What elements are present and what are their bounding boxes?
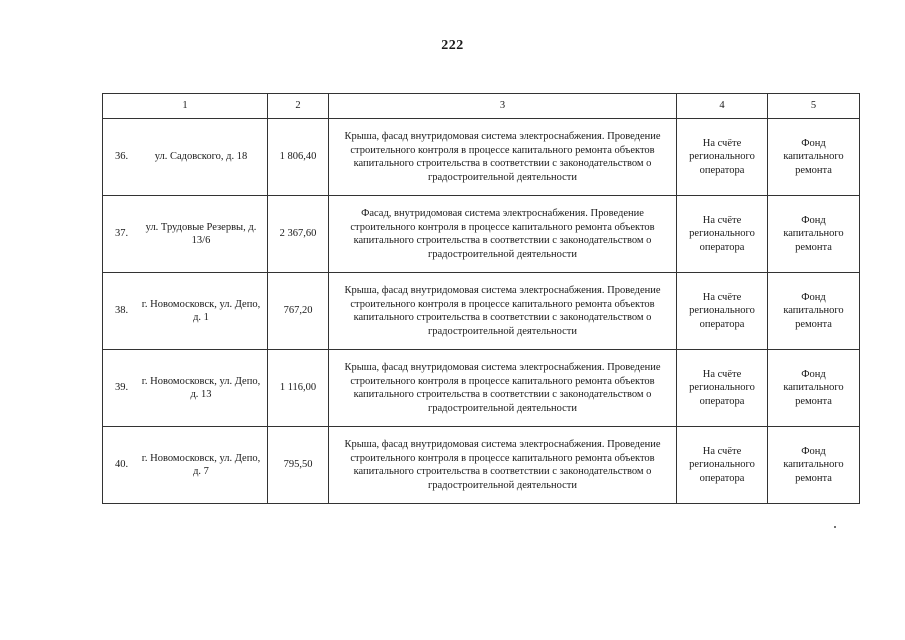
table-row — [103, 427, 860, 504]
scan-speck — [834, 526, 836, 528]
row-number: 36. — [115, 151, 129, 163]
address-cell — [103, 350, 268, 427]
table-row — [103, 119, 860, 196]
header-cell-4: 4 — [677, 94, 768, 119]
header-cell-5: 5 — [768, 94, 860, 119]
fund-cell: Фонд капитального ремонта — [768, 196, 860, 273]
header-cell-1: 1 — [103, 94, 268, 119]
row-number: 40. — [115, 459, 129, 471]
works-cell: Крыша, фасад внутридомовая система электроснабжения. Проведение строительного контроля в процессе капитального ремонта объектов капитального строительства в соответствии с законодательством о градостроительной деятельности — [329, 350, 677, 427]
header-cell-2: 2 — [268, 94, 329, 119]
account-cell: На счёте регионального оператора — [677, 350, 768, 427]
page-number: 222 — [441, 38, 464, 53]
fund-cell: Фонд капитального ремонта — [768, 350, 860, 427]
row-address: ул. Садовского, д. 18 — [154, 151, 248, 163]
table-row — [103, 273, 860, 350]
account-cell: На счёте регионального оператора — [677, 273, 768, 350]
works-cell: Крыша, фасад внутридомовая система электроснабжения. Проведение строительного контроля в процессе капитального ремонта объектов капитального строительства в соответствии с законодательством о градостроительной деятельности — [329, 427, 677, 504]
row-address: ул. Трудовые Резервы, д. 13/6 — [145, 221, 257, 246]
area-cell: 795,50 — [268, 427, 329, 504]
works-cell: Крыша, фасад внутридомовая система электроснабжения. Проведение строительного контроля в процессе капитального ремонта объектов капитального строительства в соответствии с законодательством о градостроительной деятельности — [329, 119, 677, 196]
account-cell: На счёте регионального оператора — [677, 119, 768, 196]
works-cell: Фасад, внутридомовая система электроснабжения. Проведение строительного контроля в процессе капитального ремонта объектов капитального строительства в соответствии с законодательством о градостроительной деятельности — [329, 196, 677, 273]
table-row — [103, 350, 860, 427]
area-cell: 1 806,40 — [268, 119, 329, 196]
row-number: 37. — [115, 228, 129, 240]
area-cell: 2 367,60 — [268, 196, 329, 273]
fund-cell: Фонд капитального ремонта — [768, 427, 860, 504]
fund-cell: Фонд капитального ремонта — [768, 119, 860, 196]
works-cell: Крыша, фасад внутридомовая система электроснабжения. Проведение строительного контроля в процессе капитального ремонта объектов капитального строительства в соответствии с законодательством о градостроительной деятельности — [329, 273, 677, 350]
account-cell: На счёте регионального оператора — [677, 196, 768, 273]
row-address: г. Новомосковск, ул. Депо, д. 7 — [141, 452, 261, 477]
area-cell: 767,20 — [268, 273, 329, 350]
address-cell — [103, 196, 268, 273]
address-cell — [103, 119, 268, 196]
header-row — [103, 94, 860, 119]
address-cell — [103, 273, 268, 350]
area-cell: 1 116,00 — [268, 350, 329, 427]
table-row — [103, 196, 860, 273]
fund-cell: Фонд капитального ремонта — [768, 273, 860, 350]
address-cell — [103, 427, 268, 504]
row-address: г. Новомосковск, ул. Депо, д. 1 — [141, 298, 261, 323]
row-address: г. Новомосковск, ул. Депо, д. 13 — [141, 375, 261, 400]
header-cell-3: 3 — [329, 94, 677, 119]
row-number: 38. — [115, 305, 129, 317]
account-cell: На счёте регионального оператора — [677, 427, 768, 504]
row-number: 39. — [115, 382, 129, 394]
repair-program-table — [102, 93, 860, 504]
